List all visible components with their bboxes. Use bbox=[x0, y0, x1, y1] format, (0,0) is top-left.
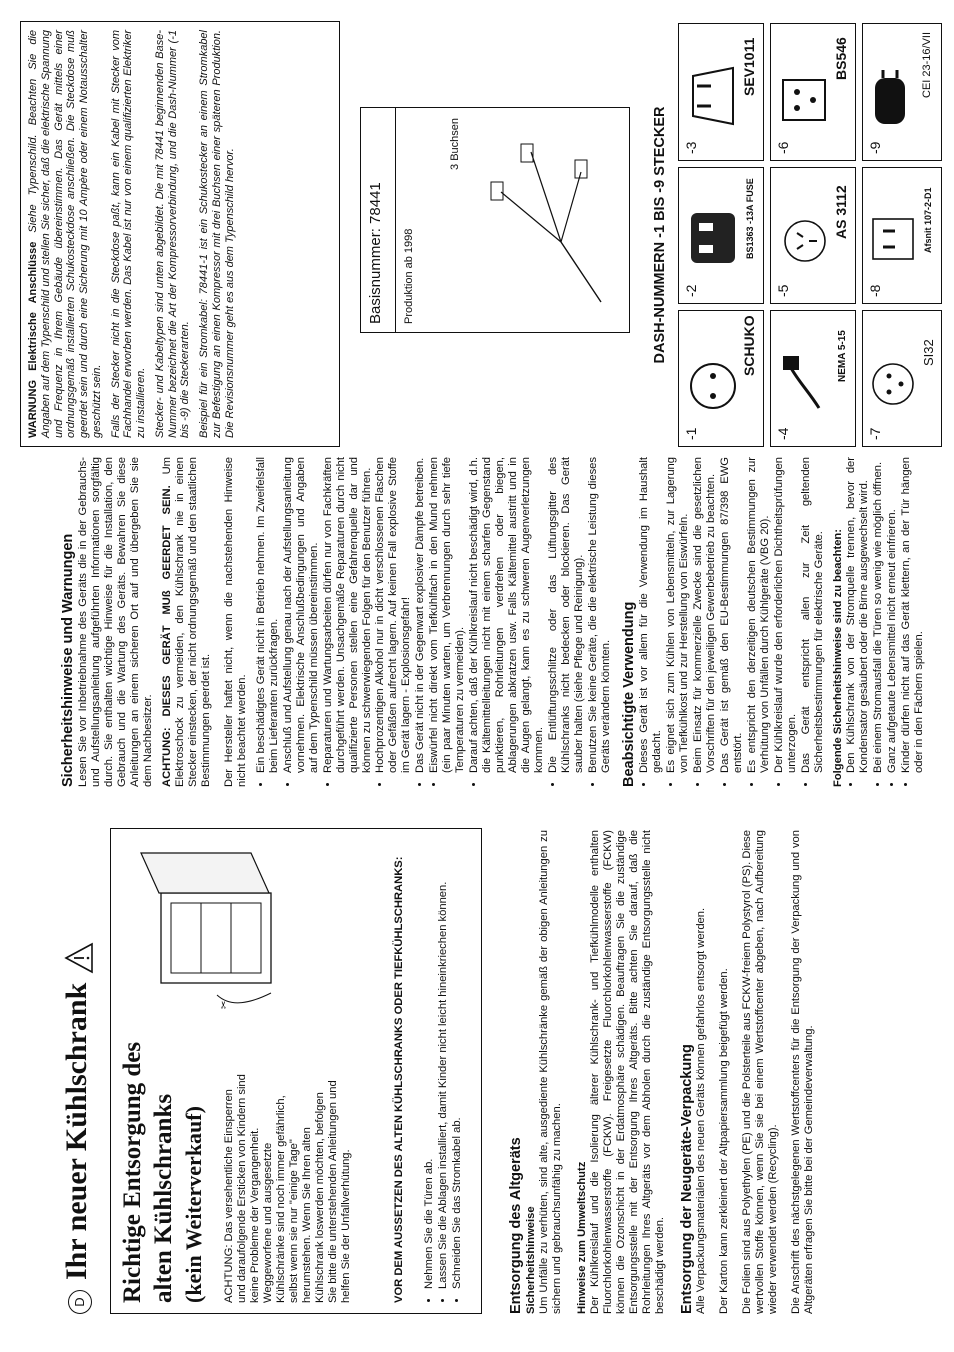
safety-intro: Lesen Sie vor Inbetriebnahme des Geräts die in der Gebrauchs- und Aufstellungsanleitung aufgeführten Informationen sorgfältig durch. Sie enthalten wichtige Hinweise für die Installation, den Gebrauch und die Wartung des Geräts. Bewahren Sie diese Anleitungen an einem sicheren Ort auf und übergeben Sie sie dem Nachbesitzer. bbox=[76, 457, 154, 787]
bs546-plug-icon bbox=[777, 66, 833, 128]
plug-number: -9 bbox=[867, 141, 883, 154]
list-item: • Ganz aufgetaute Lebensmittel nicht erneut einfrieren. bbox=[886, 457, 899, 773]
base-number-box bbox=[360, 107, 630, 333]
plug-cell-8 bbox=[862, 167, 942, 304]
plug-number: -5 bbox=[775, 284, 791, 297]
plug-number: -7 bbox=[867, 427, 883, 440]
list-item: • Der Kühlkreislauf wurde den erforderlichen Dichtheitsprüfungen unterzogen. bbox=[773, 457, 799, 773]
before-disposal-heading: VOR DEM AUSSETZEN DES ALTEN KÜHLSCHRANKS ODER TIEFKÜHLSCHRANKS: bbox=[393, 856, 405, 1303]
right-column bbox=[20, 17, 940, 447]
disposal-heading bbox=[117, 1042, 207, 1303]
list-item: • Eiswürfel nicht direkt vom Tiefkühlfach in den Mund nehmen (ein paar Minuten warten, um Verbrennungen durch sehr tiefe Temperaturen zu vermeiden). bbox=[428, 457, 467, 773]
middle-column bbox=[60, 457, 932, 787]
old-appliance-subheading: Sicherheitshinweise bbox=[524, 1206, 537, 1314]
dash-heading: DASH-NUMMERN -1 BIS -9 STECKER bbox=[652, 106, 668, 364]
disposal-warning-text: ACHTUNG: Das versehentliche Einsperren und daraufolgende Ersticken von Kindern sind keine Probleme der Vergangenheit. Weggeworfene und ausgesetzte Kühlschränke sind noch immer gefährlich, selbst wenn sie nur "einige Tage" herumstehen. Wenn Sie Ihren alten Kühlschrank loswerden möchten, befolgen Sie bitte die unterstehenden Anleitungen und helfen Sie der Unfallverhütung. bbox=[223, 1074, 352, 1303]
list-item: • Dieses Gerät ist vor allem für die Verwendung im Haushalt gedacht. bbox=[638, 457, 664, 773]
packaging-text-1: Alle Verpackungsmaterialen des neuen Geräts können gefahrlos entsorgt werden. bbox=[695, 907, 708, 1314]
plug-cell-4 bbox=[770, 310, 856, 447]
old-appliance-heading: Entsorgung des Altgeräts bbox=[508, 1137, 524, 1314]
env-heading: Hinweise zum Umweltschutz bbox=[575, 1161, 588, 1314]
list-item: • Benutzen Sie keine Geräte, die die elektrische Leistung dieses Geräts verändern könnten. bbox=[587, 457, 613, 773]
plug-grid bbox=[678, 23, 942, 447]
plug-number: -1 bbox=[683, 427, 699, 440]
list-item: • Das Gerät ist gemäß den EU-Bestimmungen 87/398 EWG entstört. bbox=[719, 457, 745, 773]
liability-text: Der Hersteller haftet nicht, wenn die nachstehenden Hinweise nicht beachtet werden. bbox=[222, 457, 248, 787]
plug-number: -4 bbox=[775, 427, 791, 440]
list-item: • Schneiden Sie das Stromkabel ab. bbox=[451, 839, 464, 1289]
plug-cell-7 bbox=[862, 310, 942, 447]
plug-cell-5 bbox=[770, 167, 856, 304]
list-item: • Beim Einsatz für kommerzielle Zwecke sind die gesetzlichen Vorschriften für den jeweiligen Gewerbebetrieb zu beachten. bbox=[692, 457, 718, 773]
plug-name: SI32 bbox=[921, 339, 936, 366]
plug-number: -8 bbox=[867, 284, 883, 297]
plug-number: -3 bbox=[683, 141, 699, 154]
plug-cell-9 bbox=[862, 23, 942, 161]
safety-heading: Sicherheitshinweise und Warnungen bbox=[60, 533, 76, 787]
plug-name: BS546 bbox=[833, 37, 849, 80]
plug-cell-3 bbox=[678, 23, 764, 161]
list-item: • Bei einem Stromausfall die Türen so wenig wie möglich öffnen. bbox=[872, 457, 885, 773]
intended-use-list bbox=[638, 457, 826, 787]
base-number-label: Basisnummer: 78441 bbox=[367, 182, 384, 324]
child-safety-heading: Folgende Sicherheitshinweise sind zu beachten: bbox=[831, 529, 844, 787]
title-row bbox=[60, 816, 102, 1314]
schuko-plug-icon bbox=[685, 356, 741, 416]
production-label: Produktion ab 1998 bbox=[403, 228, 415, 324]
base-divider bbox=[395, 108, 396, 332]
list-item: • Das Gerät nicht in der Gegenwart explosiver Dämpfe betreiben. bbox=[414, 457, 427, 773]
left-column bbox=[60, 816, 816, 1314]
packaging-text-2: Der Karton kann zerkleinert der Altpapiersammlung beigefügt werden. bbox=[718, 968, 731, 1314]
packaging-text-4: Die Anschrift des nächstgelegenen Wertstoffcenters für die Entsorgung der Verpackung und von Altgeräten erfragen Sie bitte bei der Gemeindeverwaltung. bbox=[790, 830, 816, 1314]
electrical-warning-box bbox=[20, 21, 340, 447]
plug-name: NEMA 5-15 bbox=[837, 330, 848, 382]
grounding-text: Um Elektroschock zu vermeiden, den Kühlschrank nie in einen Stecker einstecken, der nicht ordnungsgemäß und den staatlichen Bestimmungen geerdet ist. bbox=[160, 457, 212, 787]
old-appliance-section bbox=[500, 830, 822, 1314]
warn-lead: WARNUNG Elektrische Anschlüsse bbox=[27, 241, 39, 438]
warn-para-3: Stecker- und Kabeltypen sind unten abgebildet. Die mit 78441 beginnenden Base-Nummer bezeichnet die Art der Kompressorverbindung, und die Dash-Nummer (-1 bis -9) die Steckerarten. bbox=[153, 30, 192, 438]
intended-use-heading: Beabsichtigte Verwendung bbox=[621, 601, 638, 787]
plug-name: BS1363 -13A FUSE bbox=[745, 178, 755, 259]
disposal-heading-line-1: Richtige Entsorgung des bbox=[119, 1041, 146, 1303]
list-item: • Die Entlüftungsschlitze oder das Lüftungsgitter des Kühlschranks nicht bedecken oder blockieren. Das Gerät sauber halten (siehe Pflege und Reinigung). bbox=[547, 457, 586, 773]
old-appliance-text: Um Unfälle zu verhüten, sind alte, ausgediente Kühlschränke gemäß der obigen Anleitungen zu sichern und gebrauchsunfähig zu machen. bbox=[537, 830, 563, 1314]
warn-para-2: Falls der Stecker nicht in die Steckdose paßt, kann ein Kabel mit Stecker vom Fachhandel erworben werden. Das Kabel ist nur von einem qualifizierten Elektriker zu installieren. bbox=[109, 30, 147, 438]
si32-plug-icon bbox=[867, 354, 921, 414]
grounding-paragraph bbox=[161, 457, 213, 787]
page-title: Ihr neuer Kühlschrank bbox=[60, 982, 93, 1280]
warn-para-1 bbox=[27, 30, 104, 438]
nema-plug-icon bbox=[779, 352, 829, 412]
list-item: • Kinder dürfen nicht auf das Gerät klettern, an der Tür hängen oder in den Fächern spielen. bbox=[900, 457, 926, 773]
as3112-plug-icon bbox=[777, 211, 833, 271]
plug-name: SCHUKO bbox=[741, 315, 757, 376]
grounding-lead: ACHTUNG: DIESES GERÄT MUß GEERDET SEIN. bbox=[160, 485, 173, 787]
warn-text: Siehe Typenschild. Beachten Sie die Angaben auf dem Typenschild und stellen Sie sicher, daß die elektrische Spannung und Frequenz in Ihrem Gebäude übereinstimmen. Das Gerät mittels einer ordnungsgemäß installierten Schukosteckdose anschließen. Die Steckdose muß geerdet sein und durch eine Sicherung mit 10 Ampère oder einem Notausschalter geschützt sein. bbox=[27, 29, 103, 438]
list-item: • Es entspricht den derzeitigen deutschen Bestimmungen zur Verhütung von Unfällen durch Kühlgeräte (VBG 20). bbox=[746, 457, 772, 773]
afsnit-plug-icon bbox=[867, 209, 921, 269]
plug-name: Afsnit 107-2-D1 bbox=[923, 187, 933, 253]
plug-cell-6 bbox=[770, 23, 856, 161]
list-item: • Hochprozentigen Alkohol nur in dicht verschlossenen Flaschen oder Gefäßen aufrecht lagern. Auf keinen Fall explosive Stoffe im Gerät lagern - Explosionsgefahr! bbox=[374, 457, 413, 773]
old-fridge-illustration bbox=[131, 843, 281, 1013]
list-item: • Reparaturen und Wartungsarbeiten dürfen nur von Fachkräften durchgeführt werden. Unsachgemäße Reparaturen durch nicht qualifizierte Personen stellen eine Gefahrenquelle dar und können zu schwerwiegenden Folgen für den Benutzer führen. bbox=[322, 457, 374, 773]
cable-connector-illustration bbox=[471, 122, 621, 312]
disposal-heading-line-3: (kein Weiterverkauf) bbox=[180, 1106, 206, 1303]
electrical-warning-text bbox=[27, 30, 242, 438]
warn-para-4: Beispiel für ein Stromkabel: 78441-1 ist ein Schukostecker an einem Stromkabel zur Befestigung an einen Kompressor mit drei Buchsen einer späteren Produktion. Die Revisionsnummer geht es aus dem Typenschild hervor. bbox=[198, 30, 236, 438]
packaging-heading: Entsorgung der Neugeräte-Verpackung bbox=[678, 1044, 695, 1314]
list-item: • Nehmen Sie die Türen ab. bbox=[423, 839, 436, 1289]
list-item: • Ein beschädigtes Gerät nicht in Betrieb nehmen. Im Zweifelsfall beim Lieferanten zurückfragen. bbox=[255, 457, 281, 773]
plug-cell-2 bbox=[678, 167, 764, 304]
svg-text:✂: ✂ bbox=[219, 1000, 230, 1009]
plug-number: -6 bbox=[775, 141, 791, 154]
list-item: • Es eignet sich zum Kühlen von Lebensmitteln, zur Lagerung von Tiefkühlkost und zur Herstellung von Eiswürfeln. bbox=[665, 457, 691, 773]
lang-marker: D bbox=[68, 1290, 92, 1314]
safety-list bbox=[255, 457, 614, 787]
plug-name: AS 3112 bbox=[833, 185, 849, 239]
list-item: • Darauf achten, daß der Kühlkreislauf nicht beschädigt wird, d.h. die Kältemittelleitungen nicht mit einem scharfen Gegenstand punktieren, Rohrleitungen verdrehen oder biegen, Ablagerungen abkratzen usw. Falls Kältemittel austritt und in die Augen gelangt, kann es zu schweren Augenverletzungen kommen. bbox=[468, 457, 546, 773]
disposal-box bbox=[110, 828, 482, 1314]
list-item: • Den Kühlschrank von der Stromquelle trennen, bevor der Kondensator gesäubert oder die Birne ausgewechselt wird. bbox=[845, 457, 871, 773]
list-item: • Das Gerät entspricht allen zur Zeit geltenden Sicherheitsbestimmungen für elektrische Geräte. bbox=[800, 457, 826, 773]
before-disposal-list bbox=[423, 839, 465, 1303]
warning-triangle-icon bbox=[64, 942, 94, 974]
bs1363-plug-icon bbox=[685, 207, 741, 269]
plug-cell-1 bbox=[678, 310, 764, 447]
list-item: • Anschluß und Aufstellung genau nach der Aufstellungsanleitung vornehmen. Elektrische Anschlußbedingungen und Angaben auf dem Typenschild müssen übereinstimmen. bbox=[282, 457, 321, 773]
child-safety-list bbox=[845, 457, 926, 787]
plug-name: CEI 23-16/VII bbox=[921, 31, 933, 98]
sev1011-plug-icon bbox=[685, 66, 741, 126]
packaging-text-3: Die Folien sind aus Polyethylen (PE) und die Polsterteile aus FCKW-freiem Polystyrol (PS). Diese wertvollen Stoffe können, wenn Sie sie bei einem Wertstoffcenter abgeben, nach Aufbereitung wieder verwendet werden (Recycling). bbox=[741, 830, 780, 1314]
plug-number: -2 bbox=[683, 284, 699, 297]
disposal-heading-line-2: alten Kühlschranks bbox=[150, 1093, 178, 1303]
env-text: Der Kühlkreislauf und die Isolierung älterer Kühlschrank- und Tiefkühlmodelle enthalten Fluorchlorkohlenwasserstoffe (FCKW). Freigesetzte Fluorchlorkohlenwasserstoffe (FCKW) können die Ozonschicht in der Erdatmosphäre schädigen. Beauftragen Sie die zuständige Entsorgungsstelle mit der Entsorgung Ihres Altgeräts. Bitte achten Sie darauf, daß die Rohrleitungen Ihres Altgeräts vor dem Abholen durch die zuständige Entsorgungsstelle nicht beschädigt werden. bbox=[588, 830, 666, 1314]
sockets-label: 3 Buchsen bbox=[449, 118, 461, 170]
plug-name: SEV1011 bbox=[741, 37, 757, 96]
cei-plug-icon bbox=[867, 68, 921, 130]
list-item: • Lassen Sie die Ablagen installiert, damit Kinder nicht leicht hineinkriechen können. bbox=[437, 839, 450, 1289]
